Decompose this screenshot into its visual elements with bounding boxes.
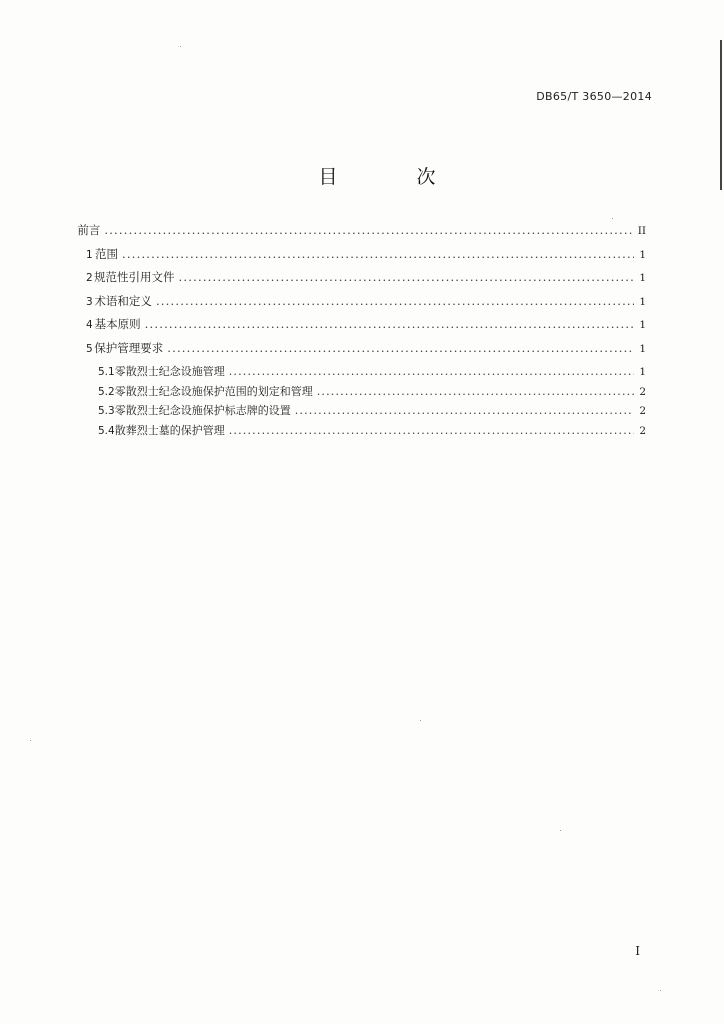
toc-leader-dots (145, 317, 634, 331)
toc-subentry-page: 2 (639, 424, 646, 437)
toc-subentry-page: 2 (639, 385, 646, 398)
toc-subentry-label: 零散烈士纪念设施保护范围的划定和管理 (114, 384, 313, 398)
toc-entry-label: 术语和定义 (94, 293, 152, 308)
table-of-contents (77, 222, 646, 441)
toc-entry-scope[interactable] (86, 246, 646, 270)
page-number: I (635, 944, 640, 958)
toc-leader-dots (167, 341, 634, 355)
toc-entry-number: 4 (86, 319, 93, 331)
toc-entry-basic-principles[interactable] (86, 316, 646, 340)
toc-entry-terms-definitions[interactable] (86, 293, 646, 317)
toc-entry-foreword[interactable] (77, 222, 646, 246)
toc-entry-number: 3 (86, 295, 93, 308)
toc-subentry-5-3[interactable] (86, 402, 646, 422)
toc-leader-dots (295, 404, 634, 417)
toc-subentry-5-2[interactable] (86, 383, 646, 403)
toc-entry-label: 保护管理要求 (94, 340, 164, 355)
toc-entry-number: 5 (86, 342, 93, 355)
toc-entry-page: II (637, 225, 646, 237)
toc-subentry-number: 5.3 (98, 405, 115, 417)
toc-entry-number: 1 (86, 248, 93, 261)
toc-title: 目 次 (318, 166, 466, 188)
scan-speck (612, 218, 613, 219)
toc-subentry-label: 散葬烈士墓的保护管理 (114, 423, 225, 437)
toc-subentry-number: 5.2 (98, 385, 115, 398)
toc-entry-page: 1 (639, 342, 646, 355)
toc-leader-dots (179, 270, 634, 284)
toc-subentry-page: 1 (639, 366, 646, 378)
toc-entry-page: 1 (639, 272, 646, 284)
toc-leader-dots (122, 247, 634, 261)
scan-speck (660, 990, 661, 991)
toc-entry-page: 1 (639, 248, 646, 261)
toc-leader-dots (317, 385, 634, 398)
toc-entry-label: 范围 (95, 246, 119, 261)
toc-leader-dots (229, 365, 634, 378)
toc-leader-dots (229, 424, 634, 437)
toc-entry-label: 前言 (77, 223, 101, 237)
toc-entry-protection-management[interactable] (86, 340, 646, 364)
toc-subentry-label: 零散烈士纪念设施管理 (114, 365, 225, 378)
scan-speck (30, 740, 31, 741)
toc-entry-page: 1 (639, 319, 646, 331)
toc-entry-label: 规范性引用文件 (94, 270, 175, 284)
toc-subentry-5-1[interactable] (86, 363, 646, 383)
scan-speck (180, 46, 181, 47)
toc-entry-page: 1 (639, 295, 646, 308)
toc-leader-dots (104, 223, 633, 237)
document-code: DB65/T 3650—2014 (536, 90, 652, 103)
toc-subentry-page: 2 (639, 405, 646, 417)
toc-subentry-number: 5.1 (98, 366, 115, 378)
toc-subentry-number: 5.4 (98, 424, 115, 437)
toc-subentry-label: 零散烈士纪念设施保护标志牌的设置 (114, 404, 291, 417)
toc-entry-number: 2 (86, 272, 93, 284)
toc-subentry-5-4[interactable] (86, 422, 646, 442)
toc-leader-dots (156, 294, 634, 308)
scan-speck (560, 830, 561, 831)
toc-entry-normative-references[interactable] (86, 269, 646, 293)
toc-entry-label: 基本原则 (94, 317, 141, 331)
scan-speck (420, 720, 421, 721)
